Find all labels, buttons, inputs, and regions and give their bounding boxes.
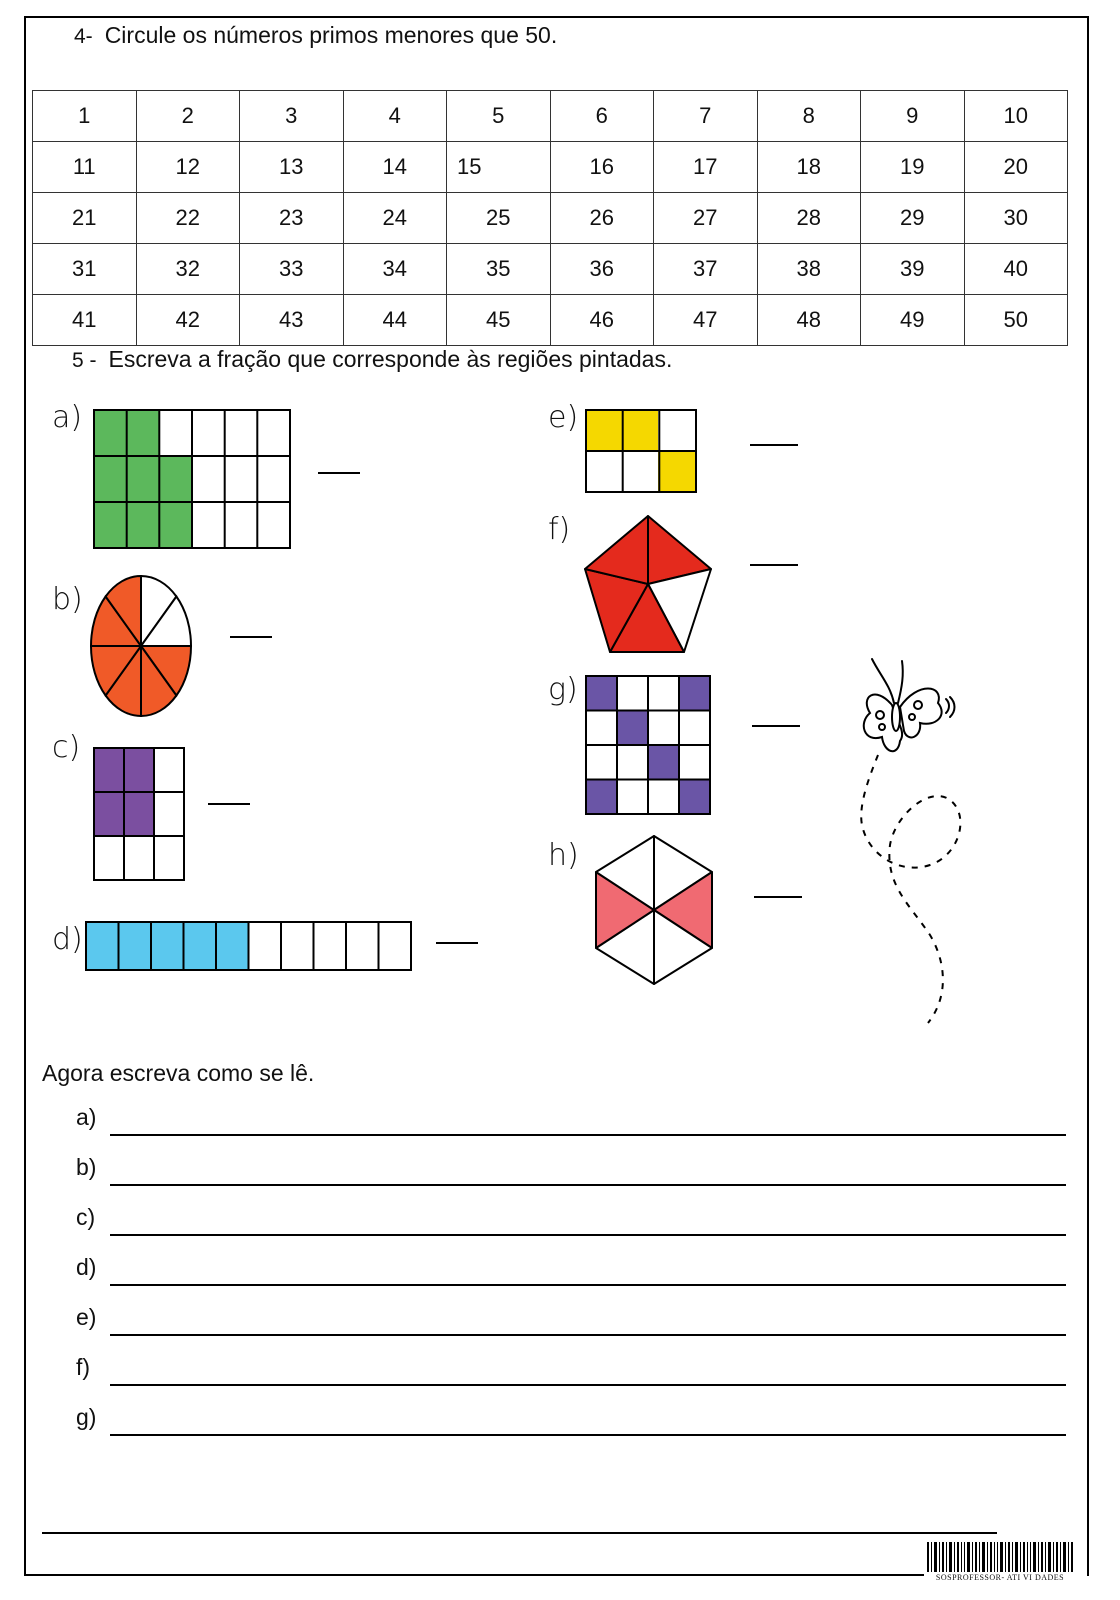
numbers-table	[32, 90, 1068, 346]
number-cell[interactable]: 12	[136, 142, 240, 193]
number-cell[interactable]: 47	[654, 295, 758, 346]
reading-line-label: d)	[76, 1254, 97, 1280]
number-cell[interactable]: 20	[964, 142, 1068, 193]
number-cell[interactable]: 36	[550, 244, 654, 295]
question-5-text: Escreva a fração que corresponde às regiões pintadas.	[108, 346, 673, 372]
reading-title: Agora escreva como se lê.	[42, 1060, 315, 1086]
number-cell[interactable]: 30	[964, 193, 1068, 244]
figure-a-grid	[92, 408, 292, 552]
number-cell[interactable]: 22	[136, 193, 240, 244]
number-cell[interactable]: 17	[654, 142, 758, 193]
reading-line-label: b)	[76, 1154, 97, 1180]
reading-line-row	[76, 1154, 1066, 1188]
figure-e-answer-blank[interactable]	[750, 444, 798, 446]
number-cell[interactable]: 25	[447, 193, 551, 244]
table-row	[33, 91, 1068, 142]
reading-line-label: a)	[76, 1104, 97, 1130]
page-bottom-rule	[24, 1574, 924, 1576]
number-cell[interactable]: 39	[861, 244, 965, 295]
number-cell[interactable]: 26	[550, 193, 654, 244]
reading-answer-line[interactable]	[110, 1234, 1066, 1236]
figure-d-strip	[84, 920, 414, 972]
number-cell[interactable]: 3	[240, 91, 344, 142]
figure-d-label: d)	[52, 922, 83, 957]
figure-a-label: a)	[52, 400, 83, 435]
figure-a-answer-blank[interactable]	[318, 472, 360, 474]
number-cell[interactable]: 5	[447, 91, 551, 142]
figure-f-answer-blank[interactable]	[750, 564, 798, 566]
table-row	[33, 193, 1068, 244]
figure-h-answer-blank[interactable]	[754, 896, 802, 898]
number-cell[interactable]: 27	[654, 193, 758, 244]
reading-answer-line[interactable]	[110, 1434, 1066, 1436]
number-cell[interactable]: 18	[757, 142, 861, 193]
question-4-title	[74, 22, 557, 49]
barcode-icon	[925, 1540, 1075, 1572]
page-corner-tick	[1087, 1560, 1089, 1576]
number-cell[interactable]: 46	[550, 295, 654, 346]
figure-g-grid	[584, 674, 712, 816]
number-cell[interactable]: 44	[343, 295, 447, 346]
figure-f-label: f)	[548, 512, 571, 547]
reading-line-row	[76, 1104, 1066, 1138]
reading-answer-line[interactable]	[110, 1184, 1066, 1186]
reading-line-row	[76, 1254, 1066, 1288]
figure-h-hexagon	[592, 834, 716, 986]
reading-answer-line[interactable]	[110, 1284, 1066, 1286]
reading-line-label: g)	[76, 1404, 97, 1430]
number-cell[interactable]: 32	[136, 244, 240, 295]
number-cell[interactable]: 37	[654, 244, 758, 295]
number-cell[interactable]: 34	[343, 244, 447, 295]
number-cell[interactable]: 1	[33, 91, 137, 142]
number-cell[interactable]: 15	[447, 142, 551, 193]
number-cell[interactable]: 2	[136, 91, 240, 142]
number-cell[interactable]: 4	[343, 91, 447, 142]
number-cell[interactable]: 21	[33, 193, 137, 244]
reading-line-row	[76, 1304, 1066, 1338]
number-cell[interactable]: 49	[861, 295, 965, 346]
number-cell[interactable]: 16	[550, 142, 654, 193]
butterfly-decoration-icon	[850, 645, 970, 1030]
figure-b-answer-blank[interactable]	[230, 636, 272, 638]
number-cell[interactable]: 6	[550, 91, 654, 142]
figure-e-label: e)	[548, 400, 579, 435]
figure-c-grid	[92, 746, 186, 882]
number-cell[interactable]: 31	[33, 244, 137, 295]
figure-g-answer-blank[interactable]	[752, 725, 800, 727]
reading-line-row	[76, 1204, 1066, 1238]
figure-c-label: c)	[52, 730, 81, 765]
table-row	[33, 295, 1068, 346]
reading-answer-line[interactable]	[110, 1134, 1066, 1136]
barcode-text: SOSPROFESSOR- ATI VI DADES	[935, 1573, 1065, 1582]
number-cell[interactable]: 7	[654, 91, 758, 142]
number-cell[interactable]: 19	[861, 142, 965, 193]
figure-e-grid	[584, 408, 698, 494]
number-cell[interactable]: 9	[861, 91, 965, 142]
question-5-number: 5 -	[72, 349, 97, 372]
bottom-answer-rule	[42, 1532, 997, 1534]
number-cell[interactable]: 28	[757, 193, 861, 244]
figure-f-pentagon	[582, 514, 714, 656]
number-cell[interactable]: 38	[757, 244, 861, 295]
table-row	[33, 244, 1068, 295]
number-cell[interactable]: 33	[240, 244, 344, 295]
number-cell[interactable]: 43	[240, 295, 344, 346]
number-cell[interactable]: 29	[861, 193, 965, 244]
figure-g-label: g)	[548, 672, 578, 707]
reading-answer-line[interactable]	[110, 1334, 1066, 1336]
reading-line-label: c)	[76, 1204, 96, 1230]
question-4-text: Circule os números primos menores que 50.	[104, 22, 558, 48]
number-cell[interactable]: 24	[343, 193, 447, 244]
figure-d-answer-blank[interactable]	[436, 942, 478, 944]
number-cell[interactable]: 41	[33, 295, 137, 346]
reading-line-label: e)	[76, 1304, 97, 1330]
number-cell[interactable]: 23	[240, 193, 344, 244]
number-cell[interactable]: 42	[136, 295, 240, 346]
number-cell[interactable]: 48	[757, 295, 861, 346]
reading-answer-line[interactable]	[110, 1384, 1066, 1386]
number-cell[interactable]: 40	[964, 244, 1068, 295]
barcode	[925, 1540, 1075, 1580]
figure-b-circle	[90, 574, 194, 720]
figure-h-label: h)	[548, 838, 579, 873]
number-cell[interactable]: 14	[343, 142, 447, 193]
figure-b-label: b)	[52, 582, 83, 617]
figure-c-answer-blank[interactable]	[208, 803, 250, 805]
number-cell[interactable]: 11	[33, 142, 137, 193]
reading-line-label: f)	[76, 1354, 91, 1380]
number-cell[interactable]: 10	[964, 91, 1068, 142]
reading-line-row	[76, 1404, 1066, 1438]
reading-line-row	[76, 1354, 1066, 1388]
question-4-number: 4-	[74, 25, 93, 48]
number-cell[interactable]: 45	[447, 295, 551, 346]
question-5-title	[72, 346, 672, 373]
table-row	[33, 142, 1068, 193]
number-cell[interactable]: 13	[240, 142, 344, 193]
number-cell[interactable]: 35	[447, 244, 551, 295]
number-cell[interactable]: 50	[964, 295, 1068, 346]
number-cell[interactable]: 8	[757, 91, 861, 142]
